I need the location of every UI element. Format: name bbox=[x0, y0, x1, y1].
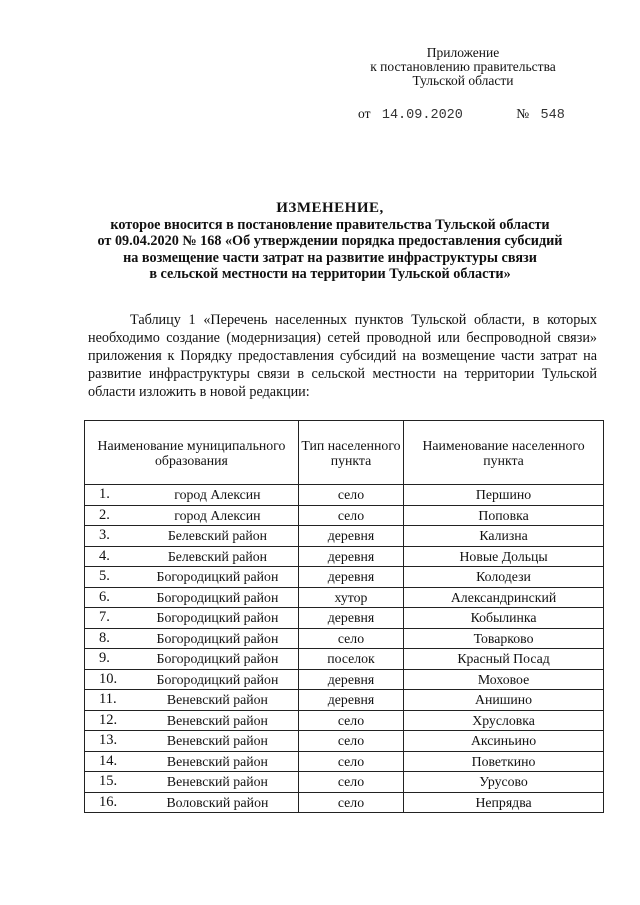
title-line-4: на возмещение части затрат на развитие инфраструктуры связи bbox=[123, 249, 537, 266]
settlements-table bbox=[84, 420, 604, 813]
table-row bbox=[85, 485, 604, 506]
row-number: 16. bbox=[99, 793, 118, 810]
cell-settlement-type: село bbox=[298, 710, 403, 731]
row-number: 14. bbox=[99, 752, 118, 769]
cell-municipality bbox=[85, 710, 299, 731]
document-title bbox=[70, 200, 590, 283]
table-row bbox=[85, 567, 604, 588]
cell-settlement-type: село bbox=[298, 485, 403, 506]
table-row bbox=[85, 792, 604, 813]
table-row bbox=[85, 546, 604, 567]
cell-settlement-name: Товарково bbox=[404, 628, 604, 649]
table-row bbox=[85, 690, 604, 711]
table-row bbox=[85, 505, 604, 526]
header-settlement: Наименование населенного пункта bbox=[404, 421, 604, 485]
decree-date: 14.09.2020 bbox=[381, 108, 463, 123]
appendix-block bbox=[352, 46, 574, 88]
cell-municipality bbox=[85, 526, 299, 547]
cell-settlement-type: село bbox=[298, 731, 403, 752]
row-number: 5. bbox=[99, 568, 110, 585]
district-name: Богородицкий район bbox=[156, 671, 279, 687]
cell-municipality bbox=[85, 546, 299, 567]
district-name: Богородицкий район bbox=[156, 589, 279, 605]
cell-municipality bbox=[85, 567, 299, 588]
cell-settlement-name: Кализна bbox=[404, 526, 604, 547]
table-row bbox=[85, 669, 604, 690]
district-name: Веневский район bbox=[166, 753, 268, 769]
row-number: 9. bbox=[99, 650, 110, 667]
cell-settlement-name: Аксиньино bbox=[404, 731, 604, 752]
cell-municipality bbox=[85, 628, 299, 649]
cell-municipality bbox=[85, 690, 299, 711]
cell-settlement-type: деревня bbox=[298, 690, 403, 711]
table-row bbox=[85, 526, 604, 547]
cell-municipality bbox=[85, 649, 299, 670]
cell-settlement-type: деревня bbox=[298, 608, 403, 629]
table-body bbox=[85, 485, 604, 813]
cell-settlement-name: Моховое bbox=[404, 669, 604, 690]
table-row bbox=[85, 710, 604, 731]
cell-settlement-name: Поветкино bbox=[404, 751, 604, 772]
district-name: Воловский район bbox=[166, 794, 269, 810]
cell-settlement-type: хутор bbox=[298, 587, 403, 608]
table-row bbox=[85, 751, 604, 772]
cell-settlement-name: Урусово bbox=[404, 772, 604, 793]
cell-municipality bbox=[85, 751, 299, 772]
row-number: 12. bbox=[99, 711, 118, 728]
cell-settlement-type: деревня bbox=[298, 567, 403, 588]
district-name: Богородицкий район bbox=[156, 630, 279, 646]
body-paragraph: Таблицу 1 «Перечень населенных пунктов Тульской области, в которых необходимо создание (модернизация) сетей проводной или беспроводной связи» приложения к Порядку предоставления субсидий на возмещение части затрат на развитие инфраструктуры связи в сельской местности на территории Тульской области изложить в новой редакции: bbox=[88, 312, 597, 400]
row-number: 10. bbox=[99, 670, 118, 687]
title-line-1: ИЗМЕНЕНИЕ, bbox=[276, 200, 384, 216]
title-line-3: от 09.04.2020 № 168 «Об утверждении порядка предоставления субсидий bbox=[97, 233, 563, 249]
cell-settlement-name: Кобылинка bbox=[404, 608, 604, 629]
district-name: Богородицкий район bbox=[156, 610, 279, 626]
title-line-2: которое вносится в постановление правительства Тульской области bbox=[110, 216, 550, 233]
cell-settlement-name: Анишино bbox=[404, 690, 604, 711]
table-row bbox=[85, 587, 604, 608]
row-number: 8. bbox=[99, 629, 110, 646]
row-number: 4. bbox=[99, 547, 110, 564]
cell-settlement-name: Першино bbox=[404, 485, 604, 506]
district-name: город Алексин bbox=[174, 507, 261, 523]
cell-settlement-type: село bbox=[298, 628, 403, 649]
table-header-row bbox=[85, 421, 604, 485]
cell-settlement-type: поселок bbox=[298, 649, 403, 670]
cell-municipality bbox=[85, 669, 299, 690]
cell-settlement-type: деревня bbox=[298, 669, 403, 690]
table-row bbox=[85, 772, 604, 793]
cell-municipality bbox=[85, 608, 299, 629]
number-prefix: № bbox=[516, 106, 530, 121]
date-prefix: от bbox=[358, 106, 371, 121]
appendix-line-3: Тульской области bbox=[412, 73, 514, 88]
district-name: Белевский район bbox=[167, 528, 268, 544]
cell-settlement-type: село bbox=[298, 772, 403, 793]
row-number: 13. bbox=[99, 732, 118, 749]
district-name: Веневский район bbox=[166, 733, 268, 749]
row-number: 1. bbox=[99, 486, 110, 503]
decree-date-number bbox=[358, 106, 565, 123]
cell-municipality bbox=[85, 772, 299, 793]
cell-settlement-type: село bbox=[298, 751, 403, 772]
cell-municipality bbox=[85, 731, 299, 752]
table-row bbox=[85, 649, 604, 670]
row-number: 11. bbox=[99, 691, 117, 708]
appendix-line-1: Приложение bbox=[426, 45, 500, 60]
cell-settlement-type: село bbox=[298, 505, 403, 526]
table-row bbox=[85, 608, 604, 629]
district-name: Белевский район bbox=[167, 548, 268, 564]
row-number: 7. bbox=[99, 609, 110, 626]
district-name: Веневский район bbox=[166, 692, 268, 708]
cell-settlement-name: Хрусловка bbox=[404, 710, 604, 731]
appendix-line-2: к постановлению правительства bbox=[370, 59, 556, 74]
header-municipality: Наименование муниципального образования bbox=[85, 421, 299, 485]
cell-settlement-type: деревня bbox=[298, 526, 403, 547]
cell-municipality bbox=[85, 505, 299, 526]
district-name: Богородицкий район bbox=[156, 651, 279, 667]
table-row bbox=[85, 628, 604, 649]
title-line-5: в сельской местности на территории Тульской области» bbox=[149, 266, 511, 282]
district-name: город Алексин bbox=[174, 487, 261, 503]
cell-municipality bbox=[85, 485, 299, 506]
cell-municipality bbox=[85, 587, 299, 608]
district-name: Веневский район bbox=[166, 712, 268, 728]
cell-settlement-name: Непрядва bbox=[404, 792, 604, 813]
cell-settlement-type: село bbox=[298, 792, 403, 813]
cell-settlement-name: Красный Посад bbox=[404, 649, 604, 670]
header-type: Тип населенного пункта bbox=[298, 421, 403, 485]
cell-settlement-name: Новые Дольцы bbox=[404, 546, 604, 567]
district-name: Богородицкий район bbox=[156, 569, 279, 585]
cell-settlement-name: Колодези bbox=[404, 567, 604, 588]
row-number: 2. bbox=[99, 506, 110, 523]
cell-municipality bbox=[85, 792, 299, 813]
district-name: Веневский район bbox=[166, 774, 268, 790]
table-row bbox=[85, 731, 604, 752]
row-number: 15. bbox=[99, 773, 118, 790]
cell-settlement-name: Поповка bbox=[404, 505, 604, 526]
cell-settlement-type: деревня bbox=[298, 546, 403, 567]
row-number: 3. bbox=[99, 527, 110, 544]
row-number: 6. bbox=[99, 588, 110, 605]
decree-number: 548 bbox=[540, 108, 565, 123]
cell-settlement-name: Александринский bbox=[404, 587, 604, 608]
